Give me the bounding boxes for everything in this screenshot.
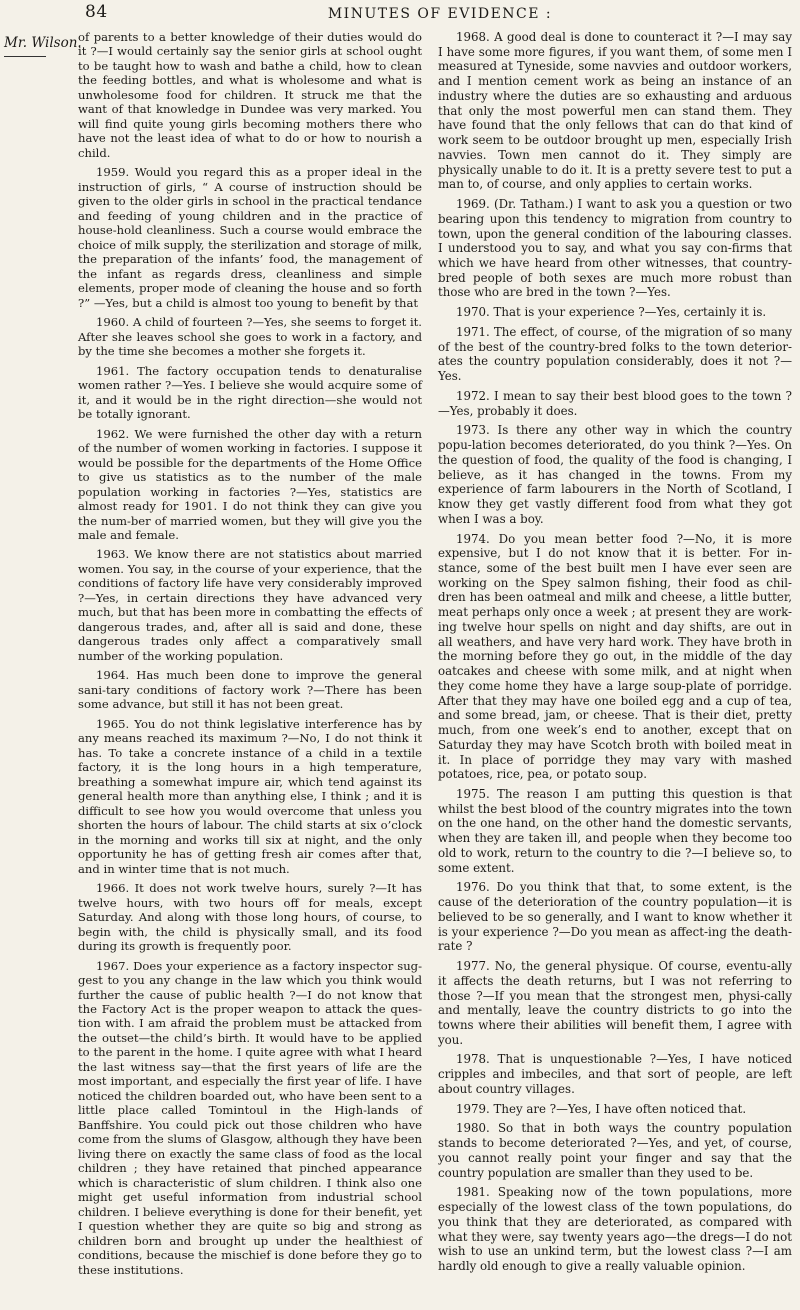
paragraph: 1965. You do not think legislative interference has by any means reached its maximum ?—No, I do not think it has. To take a concrete instance of a child in a textile factory, it is the long hours in a high temperature, breathing a somewhat impure air, which tend against its general health more than anything else, I think ; and it is difficult to see how you would overcome that unless you shorten the hours of labour. The child starts at six o’clock in the morning and works till six at night, and the only opportunity he has of getting fresh air comes after that, and in winter time that is not much. <box>78 716 422 876</box>
paragraph: 1966. It does not work twelve hours, surely ?—It has twelve hours, with two hours off for meals, except Saturday. And along with those long hours, of course, to begin with, the child is physically small, and its food during its growth is frequently poor. <box>78 881 422 954</box>
paragraph: 1980. So that in both ways the country population stands to become deteriorated ?—Yes, and yet, of course, you cannot really point your finger and say that the country population are smaller than they used to be. <box>438 1121 792 1180</box>
paragraph: 1979. They are ?—Yes, I have often noticed that. <box>456 1101 747 1116</box>
paragraph: 1971. The effect, of course, of the migration of so many of the best of the country-bred folks to the town deterior-ates the country population considerably, does it not ?—Yes. <box>438 324 792 384</box>
left-column <box>78 30 422 1282</box>
paragraph: 1970. That is your experience ?—Yes, certainly it is. <box>456 305 767 320</box>
paragraph: 1961. The factory occupation tends to denaturalise women rather ?—Yes. I believe she would acquire some of it, and it would be in the right direction—she would not be totally ignorant. <box>78 363 422 422</box>
paragraph: 1960. A child of fourteen ?—Yes, she seems to forget it. After she leaves school she goes to work in a factory, and by the time she becomes a mother she forgets it. <box>78 315 422 359</box>
paragraph: 1981. Speaking now of the town populations, more especially of the lowest class of the town populations, do you think that they are deteriorated, as compared with what they were, say twenty years ago—the dregs—I do not wish to use an unkind term, but the lowest class ?—I am hardly old enough to give a really valuable opinion. <box>438 1185 792 1274</box>
paragraph: 1974. Do you mean better food ?—No, it is more expensive, but I do not know that it is better. For in-stance, some of the best built men I have ever seen are working on the Spey salmon fishing, their food as chil-dren has been oatmeal and milk and cheese, a little butter, meat perhaps only once a week ; at present they are work-ing twelve hour spells on night and day shifts, are out in all weathers, and have very hard work. They have broth in the morning before they go out, in the middle of the day oatcakes and cheese with some milk, and at night when they come home they have a large soup-plate of porridge. After that they may have one boiled egg and a cup of tea, and some bread, jam, or cheese. That is their diet, pretty much, from one week’s end to another, except that on Saturday they may have Scotch broth with boiled meat in it. In place of porridge they may vary with mashed potatoes, rice, pea, or potato soup. <box>438 531 792 782</box>
paragraph: 1978. That is unquestionable ?—Yes, I have noticed cripples and imbeciles, and that sort of people, are left about country villages. <box>438 1052 792 1096</box>
paragraph: 1968. A good deal is done to counteract it ?—I may say I have some more figures, if you want them, of some men I measured at Tyneside, some navvies and outdoor workers, and I mention cement work as being an instance of an industry where the duties are so exhausting and arduous that only the most powerful men can stand them. They have found that the only fellows that can do that kind of work seem to be outdoor brought up men, especially Irish navvies. Town men cannot do it. They simply are physically unable to do it. It is a pretty severe test to put a man to, of course, and only applies to certain works. <box>438 30 792 192</box>
right-column <box>438 30 792 1279</box>
paragraph: 1972. I mean to say their best blood goes to the town ?—Yes, probably it does. <box>438 388 792 418</box>
paragraph: 1962. We were furnished the other day with a return of the number of women working in factories. I suppose it would be possible for the departments of the Home Office to give us statistics as to the number of the male population working in factories ?—Yes, statistics are almost ready for 1901. I do not think they can give you the num-ber of married women, but they will give you the male and female. <box>78 426 422 542</box>
margin-witness-name: Mr. Wilson. <box>4 35 82 51</box>
paragraph: 1975. The reason I am putting this question is that whilst the best blood of the country migrates into the town on the one hand, on the other hand the domestic servants, when they are taken ill, and people when they become too old to work, return to the country to die ?—I believe so, to some extent. <box>438 786 792 875</box>
paragraph: 1973. Is there any other way in which the country popu-lation becomes deteriorated, do you think ?—Yes. On the question of food, the quality of the food is changing, I believe, as it has changed in the towns. From my experience of farm labourers in the North of Scotland, I know they get vastly different food from what they got when I was a boy. <box>438 423 792 526</box>
paragraph: 1959. Would you regard this as a proper ideal in the instruction of girls, “ A course of instruction should be given to the older girls in school in the practical tendance and feeding of young children and in the practice of house-hold cleanliness. Such a course would embrace the choice of milk supply, the sterilization and storage of milk, the preparation of the infants’ food, the management of the infant as regards dress, cleanliness and simple elements, proper mode of cleaning the house and so forth ?” —Yes, but a child is almost too young to benefit by that <box>78 165 423 310</box>
page-number: 84 <box>85 2 108 22</box>
paragraph: 1976. Do you think that that, to some extent, is the cause of the deterioration of the country population—it is believed to be so generally, and I want to know whether it is your experience ?—Do you mean as affect-ing the death-rate ? <box>438 880 792 954</box>
paragraph: of parents to a better knowledge of their duties would do it ?—I would certainly say the senior girls at school ought to be taught how to wash and bathe a child, how to clean the feeding bottles, and what is wholesome and what is unwholesome food for children. It struck me that the want of that knowledge in Dundee was very marked. You will find quite young girls becoming mothers there who have not the least idea of what to do or how to nourish a child. <box>78 30 422 160</box>
margin-rule <box>4 56 46 57</box>
paragraph: 1977. No, the general physique. Of course, eventu-ally it affects the death returns, but I was not referring to those ?—If you mean that the strongest men, physi-cally and mentally, leave the country districts to go into the towns where their abilities will benefit them, I agree with you. <box>438 959 792 1047</box>
paragraph: 1967. Does your experience as a factory inspector sug-gest to you any change in the law which you think would further the cause of public health ?—I do not know that the Factory Act is the proper weapon to attack the ques-tion with. I am afraid the problem must be attacked from the outset—the child’s birth. It would have to be applied to the parent in the home. I quite agree with what I heard the last witness say—that the first years of life are the most important, and especially the first year of life. I have noticed the children boarded out, who have been sent to a little place called Tomintoul in the High-lands of Banffshire. You could pick out those children who have come from the slums of Glasgow, although they have been living there on exactly the same class of food as the local children ; they have retained that pinched appearance which is characteristic of slum children. I think also one might get useful information from industrial school children. I believe everything is done for their benefit, yet I question whether they are quite so big and strong as children born and brought up under the healthiest of conditions, because the mischief is done before they go to these institutions. <box>78 958 422 1277</box>
running-head: MINUTES OF EVIDENCE : <box>327 6 553 22</box>
paragraph: 1969. (Dr. Tatham.) I want to ask you a question or two bearing upon this tendency to migration from country to town, upon the general condition of the labouring classes. I understood you to say, and what you say con-firms that which we have heard from other witnesses, that country-bred people of both sexes are much more robust than those who are bred in the town ?—Yes. <box>438 197 792 300</box>
paragraph: 1964. Has much been done to improve the general sani-tary conditions of factory work ?—There has been some advance, but still it has not been great. <box>78 668 422 712</box>
paragraph: 1963. We know there are not statistics about married women. You say, in the course of your experience, that the conditions of factory life have very considerably improved ?—Yes, in certain directions they have advanced very much, but that has been more in combatting the effects of dangerous trades, and, after all is said and done, these dangerous trades only affect a comparatively small number of the working population. <box>78 547 422 663</box>
